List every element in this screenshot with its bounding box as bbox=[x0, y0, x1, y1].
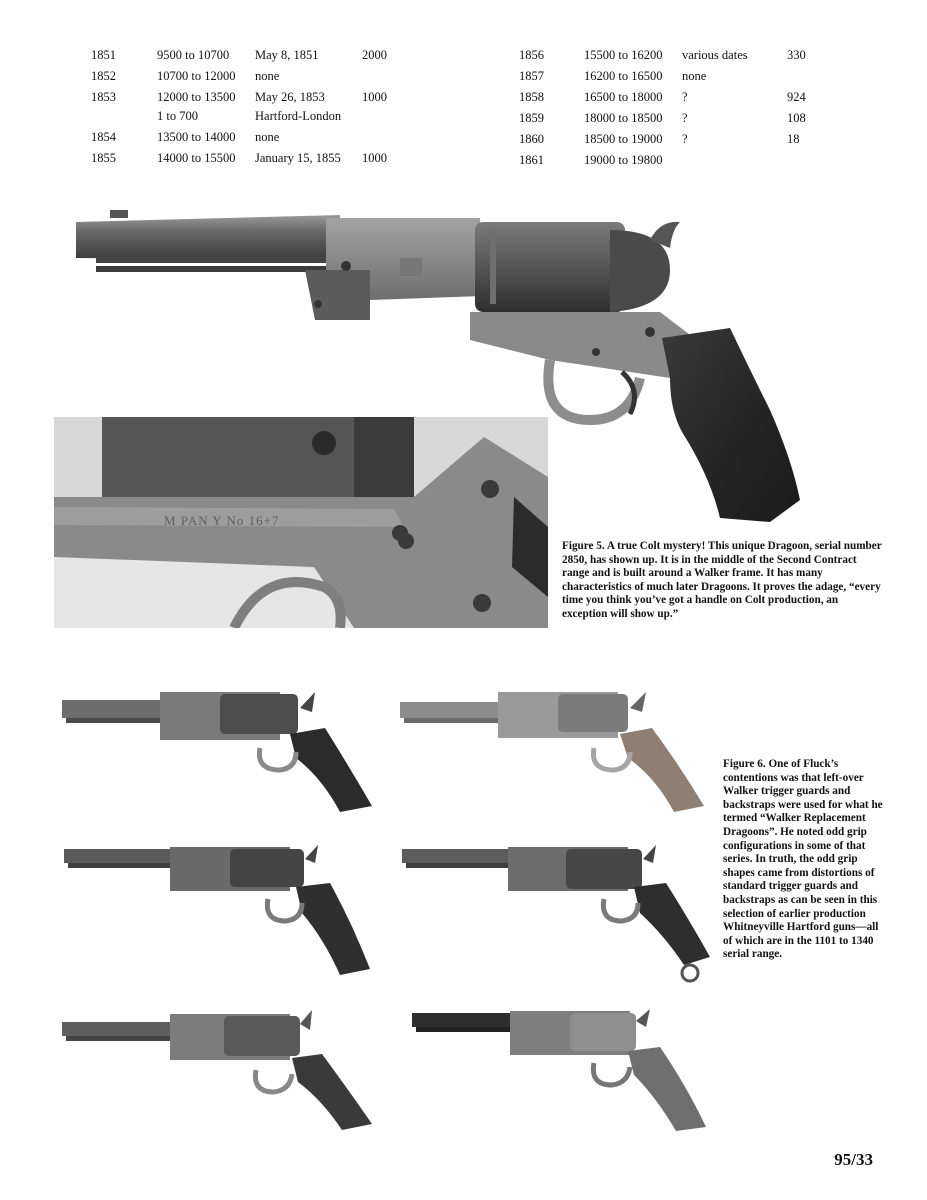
figure-6-caption: Figure 6. One of Fluck’s contentions was that left-over Walker trigger guards and backstraps were used for what he termed “Walker Replacement Dragoons”. He noted odd grip configurations in some of that series. In truth, the odd grip shapes came from distortions of standard trigger guards and backstraps as can be seen in this selection of earlier production Whitneyville Hartford guns—all of which are in the 1101 to 1340 serial range. bbox=[723, 758, 883, 961]
revolver-photo-4 bbox=[398, 843, 718, 983]
date-cell: May 26, 1853 bbox=[255, 90, 325, 104]
range-cell: 9500 to 10700 bbox=[157, 48, 230, 62]
revolver-icon bbox=[410, 1005, 710, 1135]
serial-table-left bbox=[91, 48, 421, 172]
year-cell: 1856 bbox=[519, 48, 544, 62]
quantity-cell: 1000 bbox=[362, 90, 387, 104]
quantity-cell: 2000 bbox=[362, 48, 387, 62]
range-cell: 19000 to 19800 bbox=[584, 153, 663, 167]
year-cell: 1860 bbox=[519, 132, 544, 146]
frame-detail-photo bbox=[54, 417, 548, 628]
quantity-cell: 330 bbox=[787, 48, 806, 62]
table-row bbox=[91, 90, 421, 109]
year-cell: 1851 bbox=[91, 48, 116, 62]
table-row bbox=[91, 69, 421, 90]
range-cell: 18500 to 19000 bbox=[584, 132, 663, 146]
date-cell: none bbox=[255, 69, 280, 83]
revolver-photo-3 bbox=[60, 843, 380, 978]
year-cell: 1861 bbox=[519, 153, 544, 167]
table-row bbox=[91, 151, 421, 172]
range-cell: 15500 to 16200 bbox=[584, 48, 663, 62]
figure-5-caption: Figure 5. A true Colt mystery! This unique Dragoon, serial number 2850, has shown up. It is in the middle of the Second Contract range and is built around a Walker frame. It has many characteristics of much later Dragoons. It proves the adage, “every time you think you’ve got a handle on Colt production, an exception will show up.” bbox=[562, 540, 882, 620]
range-cell: 16200 to 16500 bbox=[584, 69, 663, 83]
year-cell: 1854 bbox=[91, 130, 116, 144]
range-cell: 18000 to 18500 bbox=[584, 111, 663, 125]
frame-marking-text: M PAN Y No 16+7 bbox=[164, 513, 280, 528]
revolver-icon bbox=[60, 688, 380, 818]
range-cell: 12000 to 13500 bbox=[157, 90, 236, 104]
table-row bbox=[519, 111, 849, 132]
table-row bbox=[519, 69, 849, 90]
date-cell: ? bbox=[682, 132, 688, 146]
page-number: 95/33 bbox=[834, 1150, 873, 1169]
year-cell: 1857 bbox=[519, 69, 544, 83]
range-cell: 16500 to 18000 bbox=[584, 90, 663, 104]
table-row bbox=[519, 90, 849, 111]
year-cell: 1855 bbox=[91, 151, 116, 165]
revolver-photo-1 bbox=[60, 688, 380, 818]
date-cell: none bbox=[682, 69, 707, 83]
revolver-icon bbox=[60, 1008, 380, 1133]
revolver-photo-5 bbox=[60, 1008, 380, 1133]
date-cell: ? bbox=[682, 111, 688, 125]
revolver-icon bbox=[398, 688, 718, 818]
table-row bbox=[91, 48, 421, 69]
year-cell: 1852 bbox=[91, 69, 116, 83]
year-cell: 1859 bbox=[519, 111, 544, 125]
table-row bbox=[519, 153, 849, 174]
quantity-cell: 18 bbox=[787, 132, 800, 146]
table-row bbox=[91, 109, 421, 130]
revolver-photo-2 bbox=[398, 688, 718, 818]
revolver-icon bbox=[60, 843, 380, 978]
date-cell: various dates bbox=[682, 48, 748, 62]
table-row bbox=[519, 132, 849, 153]
date-cell: Hartford-London bbox=[255, 109, 342, 123]
frame-closeup-illustration bbox=[54, 417, 548, 628]
revolver-icon bbox=[398, 843, 718, 983]
range-cell: 14000 to 15500 bbox=[157, 151, 236, 165]
serial-table-right bbox=[519, 48, 849, 174]
quantity-cell: 1000 bbox=[362, 151, 387, 165]
range-cell: 13500 to 14000 bbox=[157, 130, 236, 144]
table-row bbox=[519, 48, 849, 69]
date-cell: none bbox=[255, 130, 280, 144]
year-cell: 1858 bbox=[519, 90, 544, 104]
date-cell: January 15, 1855 bbox=[255, 151, 341, 165]
revolver-photo-6 bbox=[410, 1005, 710, 1135]
table-row bbox=[91, 130, 421, 151]
date-cell: May 8, 1851 bbox=[255, 48, 319, 62]
quantity-cell: 108 bbox=[787, 111, 806, 125]
range-cell: 10700 to 12000 bbox=[157, 69, 236, 83]
range-cell: 1 to 700 bbox=[157, 109, 198, 123]
date-cell: ? bbox=[682, 90, 688, 104]
year-cell: 1853 bbox=[91, 90, 116, 104]
quantity-cell: 924 bbox=[787, 90, 806, 104]
